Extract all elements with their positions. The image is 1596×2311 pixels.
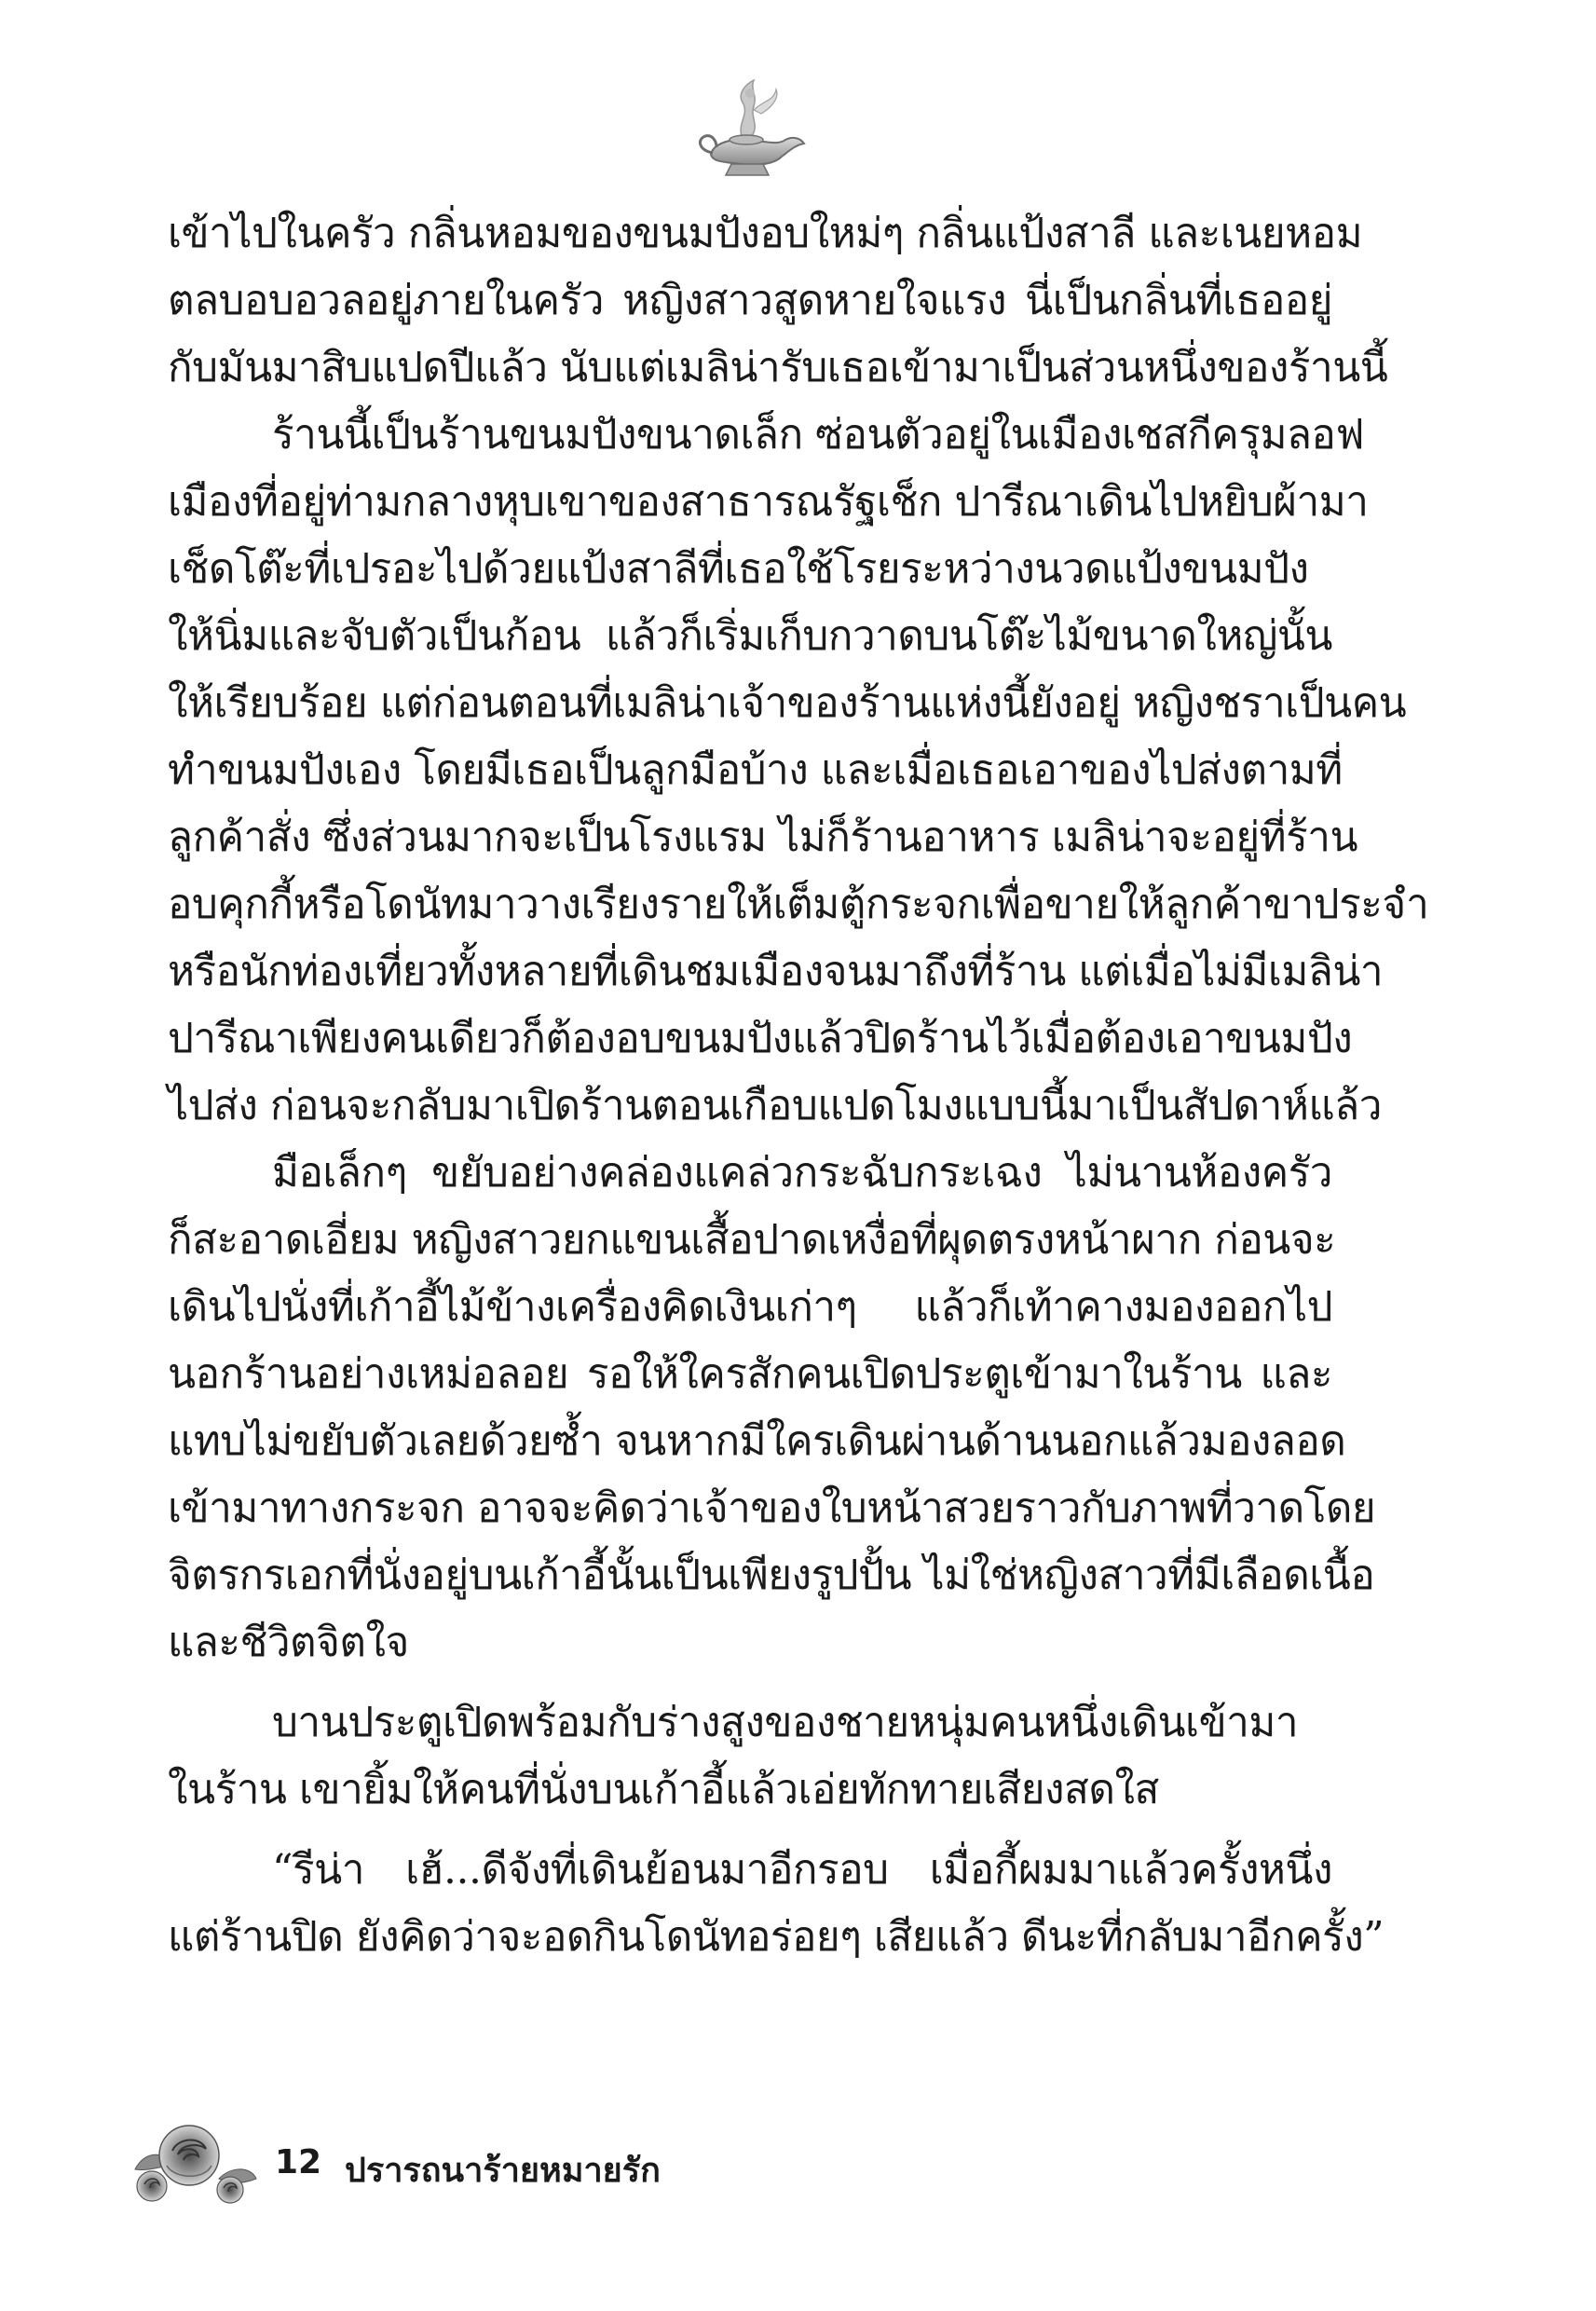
- text-line: แทบไม่ขยับตัวเลยด้วยซ้ำ จนหากมีใครเดินผ่านด้านนอกแล้วมองลอด: [168, 1417, 1346, 1465]
- text-line: หรือนักท่องเที่ยวทั้งหลายที่เดินชมเมืองจนมาถึงที่ร้าน แต่เมื่อไม่มีเมลิน่า: [168, 948, 1384, 995]
- text-line: ตลบอบอวลอยู่ภายในครัว หญิงสาวสูดหายใจแรง นี่เป็นกลิ่นที่เธออยู่: [168, 277, 1332, 324]
- page-footer: [126, 2113, 778, 2216]
- text-line: ในร้าน เขายิ้มให้คนที่นั่งบนเก้าอี้แล้วเอ่ยทักทายเสียงสดใส: [168, 1766, 1159, 1813]
- book-title: ปรารถนาร้ายหมายรัก: [345, 2152, 661, 2190]
- text-line: แต่ร้านปิด ยังคิดว่าจะอดกินโดนัทอร่อยๆ เสียแล้ว ดีนะที่กลับมาอีกครั้ง”: [168, 1913, 1385, 1961]
- text-line: นอกร้านอย่างเหม่อลอย รอให้ใครสักคนเปิดประตูเข้ามาในร้าน และ: [168, 1350, 1332, 1398]
- text-line: ก็สะอาดเอี่ยม หญิงสาวยกแขนเสื้อปาดเหงื่อที่ผุดตรงหน้าผาก ก่อนจะ: [168, 1216, 1336, 1264]
- text-line: เช็ดโต๊ะที่เปรอะไปด้วยแป้งสาลีที่เธอใช้โรยระหว่างนวดแป้งขนมปัง: [168, 545, 1309, 593]
- body-text: [168, 200, 1429, 1971]
- text-line: เมืองที่อยู่ท่ามกลางหุบเขาของสาธารณรัฐเช็ก ปารีณาเดินไปหยิบผ้ามา: [168, 478, 1369, 526]
- text-line: จิตรกรเอกที่นั่งอยู่บนเก้าอี้นั้นเป็นเพียงรูปปั้น ไม่ใช่หญิงสาวที่มีเลือดเนื้อ: [168, 1552, 1375, 1599]
- text-line: ให้นิ่มและจับตัวเป็นก้อน แล้วก็เริ่มเก็บกวาดบนโต๊ะไม้ขนาดใหญ่นั้น: [168, 612, 1332, 660]
- text-line: เดินไปนั่งที่เก้าอี้ไม้ข้างเครื่องคิดเงินเก่าๆ แล้วก็เท้าคางมองออกไป: [168, 1283, 1332, 1331]
- text-line: เข้ามาทางกระจก อาจจะคิดว่าเจ้าของใบหน้าสวยราวกับภาพที่วาดโดย: [168, 1484, 1376, 1532]
- page-number: 12: [275, 2143, 322, 2181]
- text-line: ลูกค้าสั่ง ซึ่งส่วนมากจะเป็นโรงแรม ไม่ก็ร้านอาหาร เมลิน่าจะอยู่ที่ร้าน: [168, 814, 1358, 861]
- text-line: ไปส่ง ก่อนจะกลับมาเปิดร้านตอนเกือบแปดโมงแบบนี้มาเป็นสัปดาห์แล้ว: [168, 1082, 1382, 1129]
- text-line: มือเล็กๆ ขยับอย่างคล่องแคล่วกระฉับกระเฉง ไม่นานห้องครัว: [272, 1149, 1332, 1197]
- text-line: อบคุกกี้หรือโดนัทมาวางเรียงรายให้เต็มตู้กระจกเพื่อขายให้ลูกค้าขาประจำ: [168, 881, 1429, 928]
- text-line: ร้านนี้เป็นร้านขนมปังขนาดเล็ก ซ่อนตัวอยู่ในเมืองเชสกีครุมลอฟ: [272, 411, 1364, 458]
- text-line: ทำขนมปังเอง โดยมีเธอเป็นลูกมือบ้าง และเมื่อเธอเอาของไปส่งตามที่: [168, 746, 1343, 794]
- lamp-with-genie-icon: [685, 73, 815, 185]
- text-line: ให้เรียบร้อย แต่ก่อนตอนที่เมลิน่าเจ้าของร้านแห่งนี้ยังอยู่ หญิงชราเป็นคน: [168, 679, 1407, 727]
- text-line: กับมันมาสิบแปดปีแล้ว นับแต่เมลิน่ารับเธอเข้ามาเป็นส่วนหนึ่งของร้านนี้: [168, 344, 1388, 391]
- text-line: บานประตูเปิดพร้อมกับร่างสูงของชายหนุ่มคนหนึ่งเดินเข้ามา: [272, 1699, 1299, 1746]
- text-line: ปารีณาเพียงคนเดียวก็ต้องอบขนมปังแล้วปิดร้านไว้เมื่อต้องเอาขนมปัง: [168, 1015, 1353, 1062]
- text-line: และชีวิตจิตใจ: [168, 1619, 409, 1666]
- text-line: เข้าไปในครัว กลิ่นหอมของขนมปังอบใหม่ๆ กลิ่นแป้งสาลี และเนยหอม: [168, 210, 1363, 257]
- roses-icon: [126, 2113, 261, 2207]
- text-line: “รีน่า เฮ้...ดีจังที่เดินย้อนมาอีกรอบ เมื่อกี้ผมมาแล้วครั้งหนึ่ง: [272, 1846, 1332, 1894]
